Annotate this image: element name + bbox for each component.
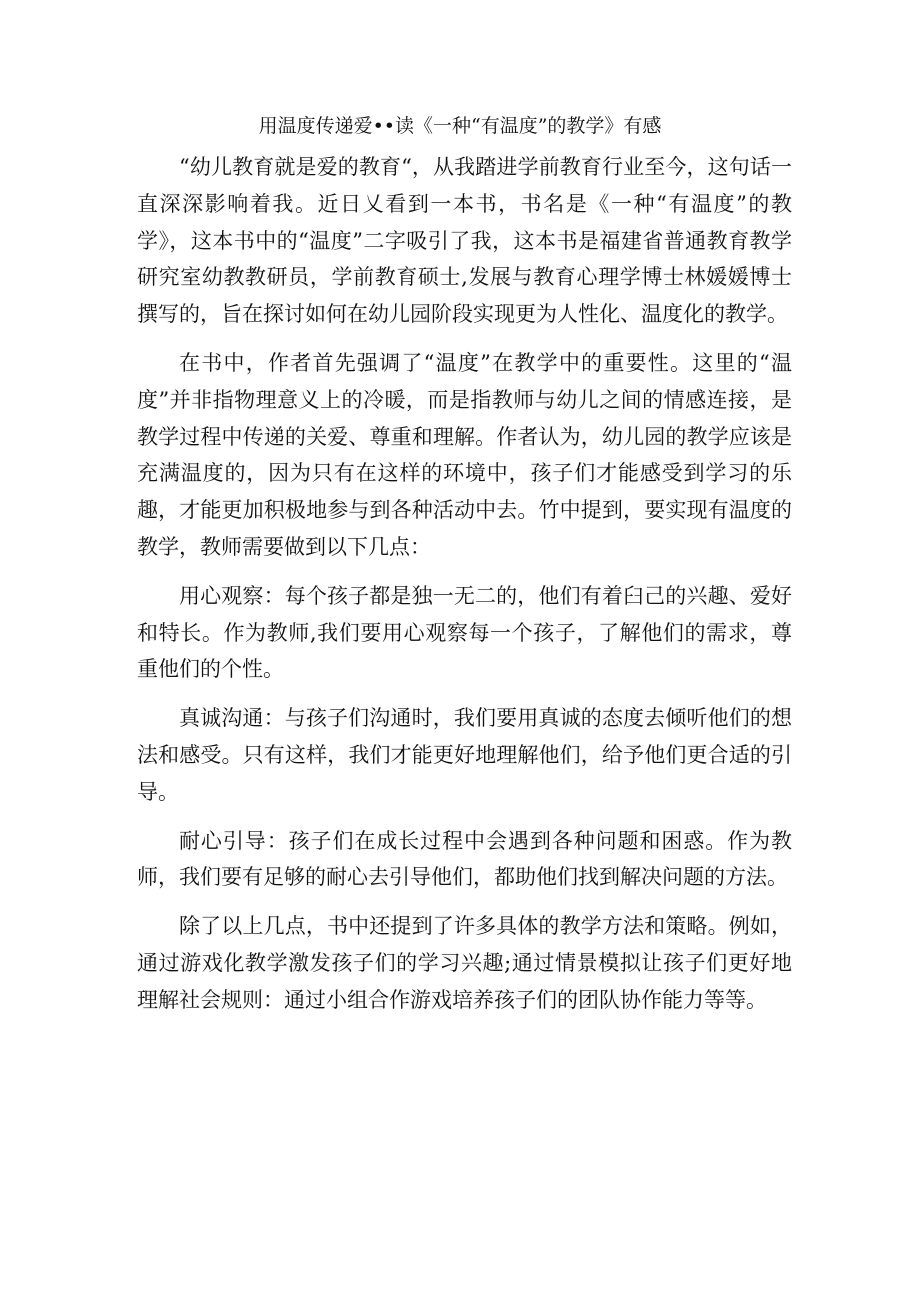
paragraph-observe: 用心观察：每个孩子都是独一无二的，他们有着臼己的兴趣、爱好和特长。作为教师,我们要用心观察每一个孩子，了解他们的需求，尊重他们的个性。: [137, 583, 792, 682]
paragraph-intro: “幼儿教育就是爱的教育“，从我踏进学前教育行业至今，这句话一直深深影响着我。近日乂看到一本书，书名是《一种“有温度”的教学》，这本书中的“温度”二字吸引了我，这本书是福建省普通教育教学研究室幼教教研员，学前教育硕士,发展与教育心理学博士林媛媛博士撰写的，旨在探讨如何在幼儿园阶段实现更为人性化、温度化的教学。: [137, 155, 792, 327]
document-title: 用温度传递爱••读《一种“有温度”的教学》有感: [258, 115, 662, 137]
paragraph-methods: 除了以上几点，书中还提到了许多具体的教学方法和策略。例如，通过游戏化教学激发孩子们的学习兴趣;通过情景模拟让孩子们更好地理解社会规则：通过小组合作游戏培养孩子们的团队协作能力等等。: [137, 914, 792, 1012]
document-body: [137, 149, 792, 1019]
paragraph-guide: 耐心引导：孩子们在成长过程中会遇到各种问题和困惑。作为教师，我们要有足够的耐心去引导他们，都助他们找到解决问题的方法。: [137, 828, 792, 890]
paragraph-temperature: 在书中，作者首先强调了“温度”在教学中的重要性。这里的“温度”并非指物理意义上的冷暖，而是指教师与幼儿之间的情感连接，是教学过程中传递的关爱、尊重和理解。作者认为，幼儿园的教学应该是充满温度的，因为只有在这样的环境中，孩子们才能感受到学习的乐趣，才能更加积极地参与到各种活动中去。竹中提到，要实现有温度的教学，教师需要做到以下几点：: [137, 350, 792, 559]
paragraph-communicate: 真诚沟通：与孩子们沟通时，我们要用真诚的态度去倾听他们的想法和感受。只有这样，我们才能更好地理解他们，给予他们更合适的引导。: [137, 706, 792, 804]
